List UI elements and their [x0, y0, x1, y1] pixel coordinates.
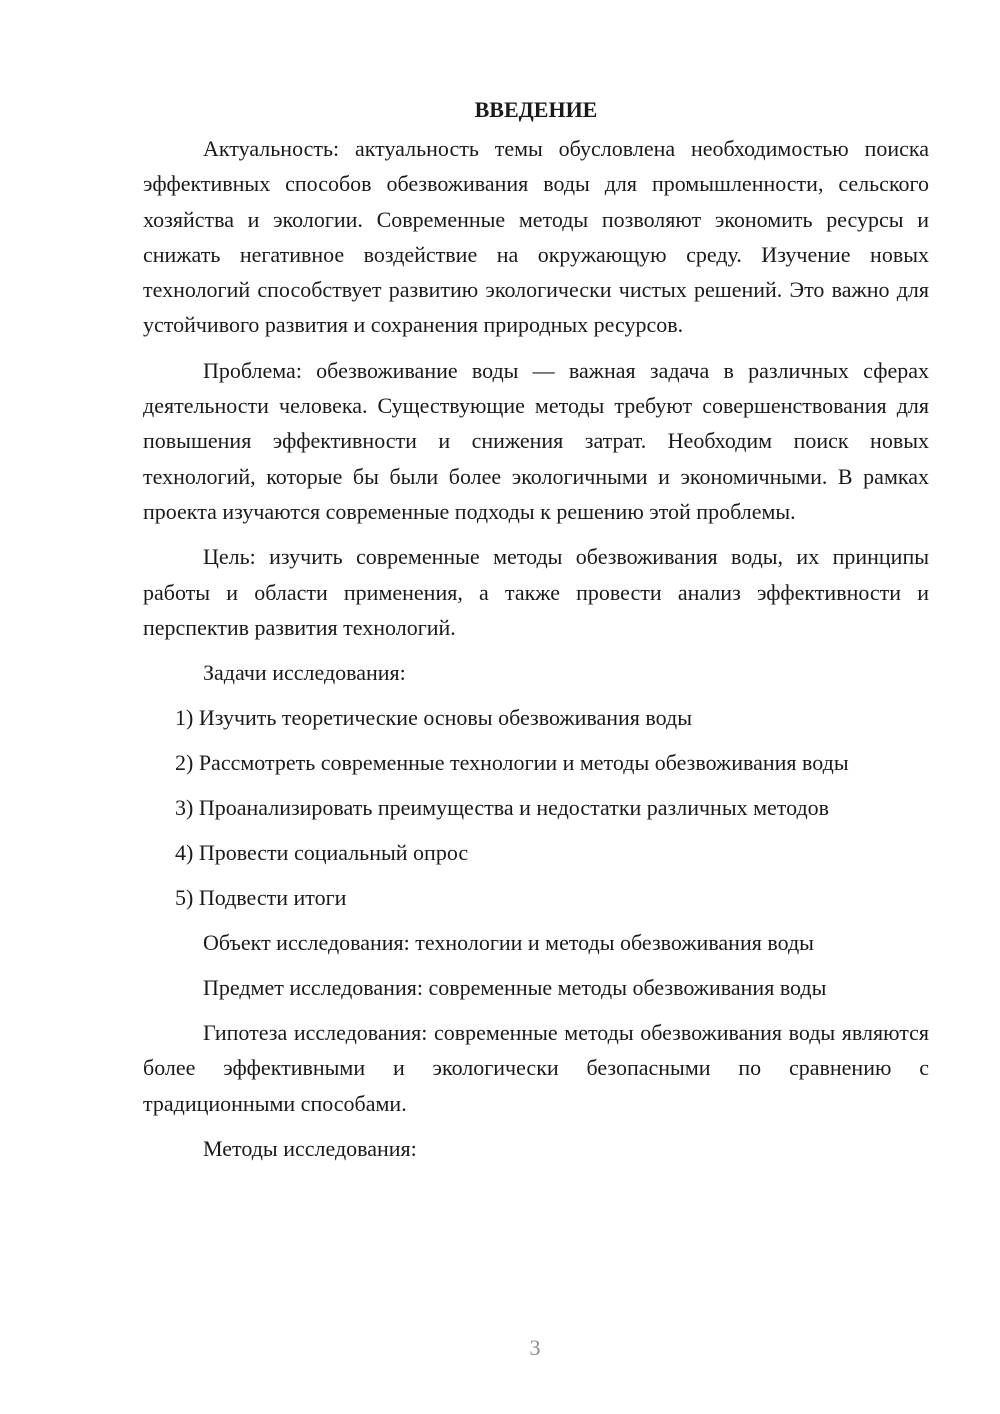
page-number: 3: [529, 1335, 541, 1360]
document-page: [143, 92, 929, 1166]
paragraph-problem: Проблема: обезвоживание воды — важная задача в различных сферах деятельности человека. Существующие методы требуют совершенствования для повышения эффективности и снижения затрат. Необходим поиск новых технологий, которые бы были более экологичными и экономичными. В рамках проекта изучаются современные подходы к решению этой проблемы.: [143, 357, 929, 524]
paragraph-goal: Цель: изучить современные методы обезвоживания воды, их принципы работы и области применения, а также провести анализ эффективности и перспектив развития технологий.: [143, 544, 929, 640]
task-item-4: 4) Провести социальный опрос: [175, 840, 469, 866]
task-item-5: 5) Подвести итоги: [175, 885, 347, 911]
research-hypothesis: Гипотеза исследования: современные методы обезвоживания воды являются более эффективными и экологически безопасными по сравнению с традиционными способами.: [143, 1020, 929, 1116]
research-object: Объект исследования: технологии и методы обезвоживания воды: [203, 930, 814, 956]
paragraph-relevance: Актуальность: актуальность темы обусловлена необходимостью поиска эффективных способов обезвоживания воды для промышленности, сельского хозяйства и экологии. Современные методы позволяют экономить ресурсы и снижать негативное воздействие на окружающую среду. Изучение новых технологий способствует развитию экологически чистых решений. Это важно для устойчивого развития и сохранения природных ресурсов.: [143, 136, 929, 338]
task-item-1: 1) Изучить теоретические основы обезвоживания воды: [175, 705, 692, 731]
tasks-heading: Задачи исследования:: [203, 660, 406, 686]
tasks-list: [143, 700, 929, 915]
task-item-3: 3) Проанализировать преимущества и недостатки различных методов: [175, 795, 830, 821]
task-item-2: 2) Рассмотреть современные технологии и методы обезвоживания воды: [175, 750, 849, 776]
section-title: ВВЕДЕНИЕ: [474, 97, 598, 122]
research-subject: Предмет исследования: современные методы обезвоживания воды: [203, 975, 827, 1001]
methods-heading: Методы исследования:: [203, 1136, 417, 1162]
